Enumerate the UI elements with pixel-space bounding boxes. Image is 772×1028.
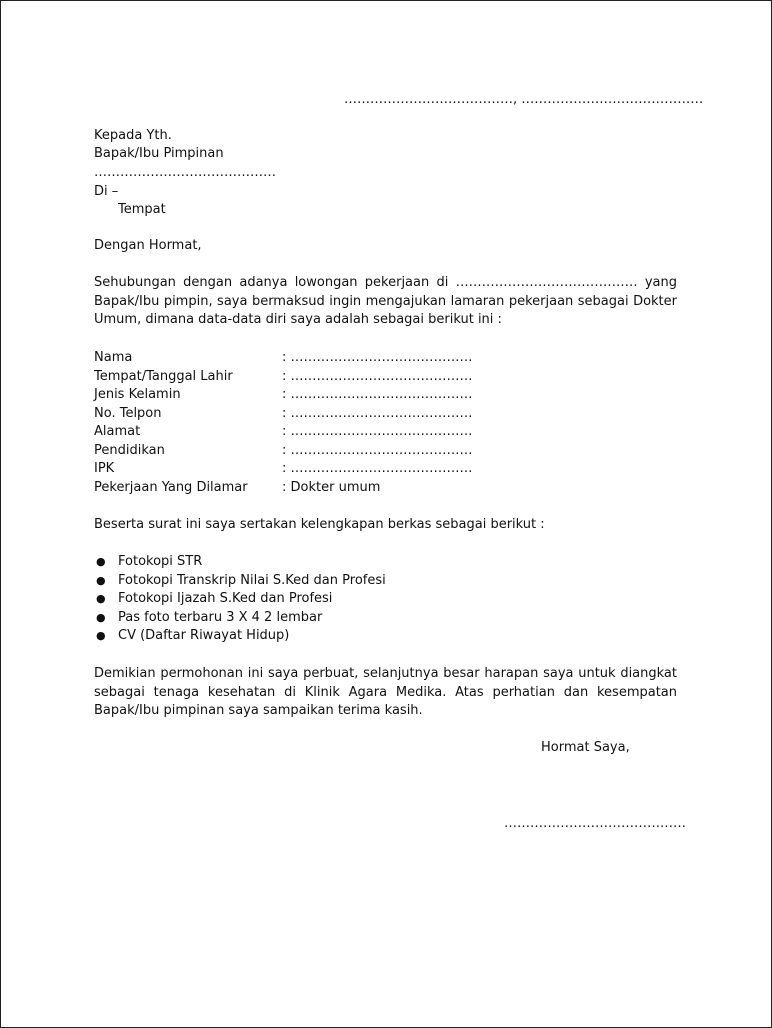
attachment-item: Fotokopi Transkrip Nilai S.Ked dan Profesi: [118, 573, 386, 588]
closing-paragraph: Demikian permohonan ini saya perbuat, selanjutnya besar harapan saya untuk diangkat sebagai tenaga kesehatan di Klinik Agara Medika. Atas perhatian dan kesempatan Bapak/Ibu pimpinan saya sampaikan terima kasih.: [94, 666, 677, 718]
field-label-tempat-tanggal-lahir: Tempat/Tanggal Lahir: [94, 369, 233, 384]
field-label-no-telpon: No. Telpon: [94, 406, 162, 421]
attachments-intro: Beserta surat ini saya sertakan kelengkapan berkas sebagai berikut :: [94, 517, 545, 532]
recipient-line-5: Tempat: [118, 202, 166, 217]
bullet-icon: ●: [96, 611, 106, 624]
field-label-pendidikan: Pendidikan: [94, 443, 165, 458]
field-value-no-telpon: : ……………………………………: [282, 406, 473, 421]
field-value-pendidikan: : ……………………………………: [282, 443, 473, 458]
signature-line: ……………………………………: [504, 816, 686, 831]
recipient-line-1: Kepada Yth.: [94, 128, 172, 143]
attachment-item: Pas foto terbaru 3 X 4 2 lembar: [118, 610, 323, 625]
intro-paragraph: Sehubungan dengan adanya lowongan pekerjaan di …………………………………… yang Bapak/Ibu pimpin, saya bermaksud ingin mengajukan lamaran pekerjaan sebagai Dokter Umum, dimana data-data diri saya adalah sebagai berikut ini :: [94, 275, 677, 327]
recipient-line-4: Di –: [94, 184, 119, 199]
field-value-pekerjaan-yang-dilamar: : Dokter umum: [282, 480, 381, 495]
field-label-pekerjaan-yang-dilamar: Pekerjaan Yang Dilamar: [94, 480, 248, 495]
attachment-item: CV (Daftar Riwayat Hidup): [118, 628, 290, 643]
recipient-line-2: Bapak/Ibu Pimpinan: [94, 146, 224, 161]
field-label-ipk: IPK: [94, 461, 115, 476]
date-place-line: …………………………………, ……………………………………: [344, 92, 704, 107]
field-value-nama: : ……………………………………: [282, 350, 473, 365]
field-label-jenis-kelamin: Jenis Kelamin: [94, 387, 181, 402]
recipient-line-3: ……………………………………: [94, 165, 276, 180]
attachment-item: Fotokopi Ijazah S.Ked dan Profesi: [118, 591, 333, 606]
field-label-nama: Nama: [94, 350, 133, 365]
bullet-icon: ●: [96, 555, 106, 568]
bullet-icon: ●: [96, 629, 106, 642]
field-label-alamat: Alamat: [94, 424, 141, 439]
greeting: Dengan Hormat,: [94, 238, 202, 253]
field-value-alamat: : ……………………………………: [282, 424, 473, 439]
bullet-icon: ●: [96, 592, 106, 605]
field-value-jenis-kelamin: : ……………………………………: [282, 387, 473, 402]
signoff: Hormat Saya,: [541, 740, 630, 755]
attachment-item: Fotokopi STR: [118, 554, 203, 569]
bullet-icon: ●: [96, 574, 106, 587]
field-value-ipk: : ……………………………………: [282, 461, 473, 476]
field-value-tempat-tanggal-lahir: : ……………………………………: [282, 369, 473, 384]
